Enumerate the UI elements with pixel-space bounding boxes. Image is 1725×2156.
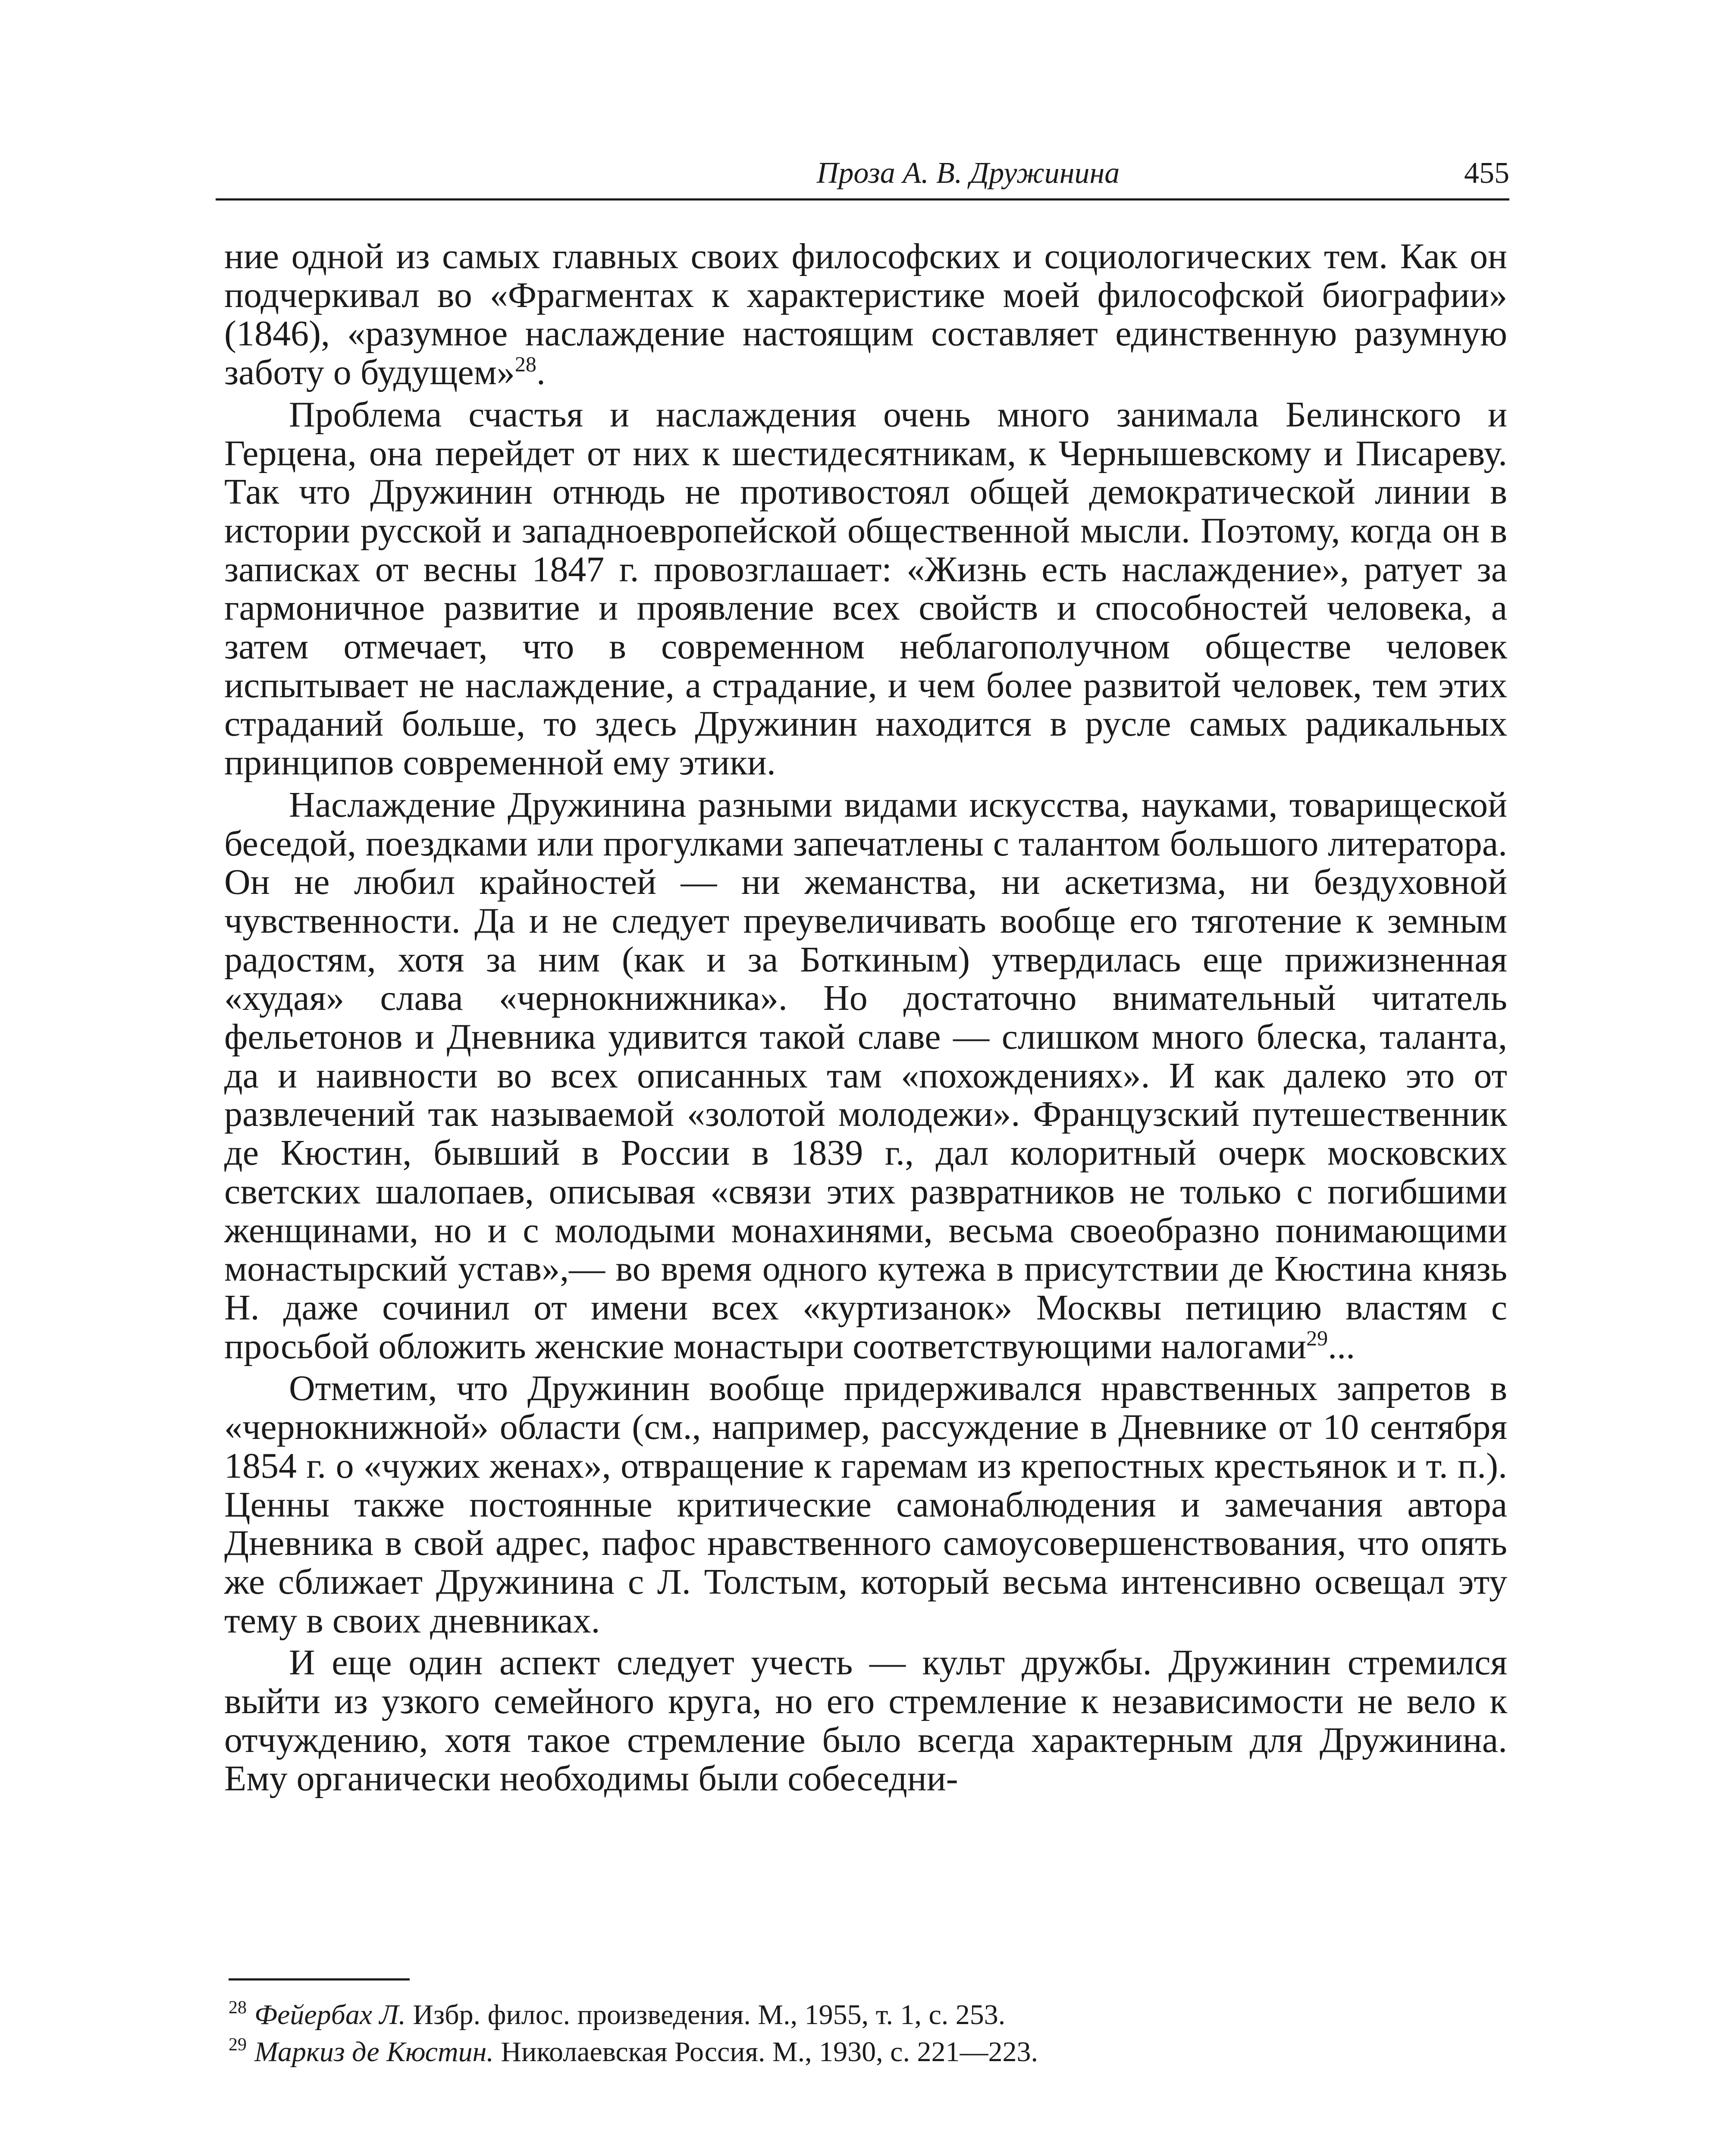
footnote-text: Избр. филос. произведения. М., 1955, т. 1, с. 253.: [413, 1999, 1006, 2031]
paragraph-text: И еще один аспект следует учесть — культ дружбы. Дружинин стремился выйти из узкого семейного круга, но его стремление к независимости не вело к отчуждению, хотя такое стремление было всегда характерным для Дружинина. Ему органически необходимы были собеседни-: [224, 1642, 1507, 1799]
footnote-text: Николаевская Россия. М., 1930, с. 221—223.: [501, 2036, 1038, 2068]
paragraph-5: [224, 1643, 1507, 1798]
footnote-28: [229, 1996, 1509, 2034]
paragraph-tail: .: [536, 352, 546, 393]
footnote-author: Маркиз де Кюстин.: [254, 2036, 494, 2068]
page-number: 455: [1464, 157, 1509, 190]
footnote-ref-29: 29: [1306, 1326, 1328, 1350]
paragraph-1: [224, 237, 1507, 392]
footnote-author: Фейербах Л.: [254, 1999, 406, 2031]
footnote-number: 28: [229, 1997, 247, 2018]
paragraph-text: Наслаждение Дружинина разными видами искусства, науками, товарищеской беседой, поездками или прогулками запечатлены с талантом большого литератора. Он не любил крайностей — ни жеманства, ни аскетизма, ни бездуховной чувственности. Да и не следует преувеличивать вообще его тяготение к земным радостям, хотя за ним (как и за Боткиным) утвердилась еще прижизненная «худая» слава «чернокнижника». Но достаточно внимательный читатель фельетонов и Дневника удивится такой славе — слишком много блеска, таланта, да и наивности во всех описанных там «похождениях». И как далеко это от развлечений так называемой «золотой молодежи». Французский путешественник де Кюстин, бывший в России в 1839 г., дал колоритный очерк московских светских шалопаев, описывая «связи этих развратников не только с погибшими женщинами, но и с молодыми монахинями, весьма своеобразно понимающими монастырский устав»,— во время одного кутежа в присутствии де Кюстина князь Н. даже сочинил от имени всех «куртизанок» Москвы петицию властям с просьбой обложить женские монастыри соответствующими налогами: [224, 784, 1507, 1366]
header-rule: [216, 198, 1509, 201]
paragraph-text: ние одной из самых главных своих философских и социологических тем. Как он подчеркивал во «Фрагментах к характеристике моей философской биографии» (1846), «разумное наслаждение настоящим составляет единственную разумную заботу о будущем»: [224, 236, 1507, 393]
running-title: Проза А. В. Дружинина: [816, 157, 1120, 190]
footnote-number: 29: [229, 2034, 247, 2055]
paragraph-2: [224, 395, 1507, 782]
body-text: [224, 237, 1507, 1798]
paragraph-text: Проблема счастья и наслаждения очень много занимала Белинского и Герцена, она перейдет от них к шестидесятникам, к Чернышевскому и Писареву. Так что Дружинин отнюдь не противостоял общей демократической линии в истории русской и западноевропейской общественной мысли. Поэтому, когда он в записках от весны 1847 г. провозглашает: «Жизнь есть наслаждение», ратует за гармоничное развитие и проявление всех свойств и способностей человека, а затем отмечает, что в современном неблагополучном обществе человек испытывает не наслаждение, а страдание, и чем более развитой человек, тем этих страданий больше, то здесь Дружинин находится в русле самых радикальных принципов современной ему этики.: [224, 394, 1507, 783]
paragraph-text: Отметим, что Дружинин вообще придерживался нравственных запретов в «чернокнижной» области (см., например, рассуждение в Дневнике от 10 сентября 1854 г. о «чужих женах», отвращение к гаремам из крепостных крестьянок и т. п.). Ценны также постоянные критические самонаблюдения и замечания автора Дневника в свой адрес, пафос нравственного самоусовершенствования, что опять же сближает Дружинина с Л. Толстым, который весьма интенсивно освещал эту тему в своих дневниках.: [224, 1368, 1507, 1641]
footnote-29: [229, 2034, 1509, 2071]
footnotes: [229, 1996, 1509, 2071]
paragraph-3: [224, 786, 1507, 1366]
footnote-ref-28: 28: [514, 352, 536, 376]
paragraph-tail: ...: [1328, 1326, 1355, 1366]
footnote-rule: [229, 1978, 410, 1981]
page-header: [216, 147, 1509, 199]
paragraph-4: [224, 1369, 1507, 1640]
